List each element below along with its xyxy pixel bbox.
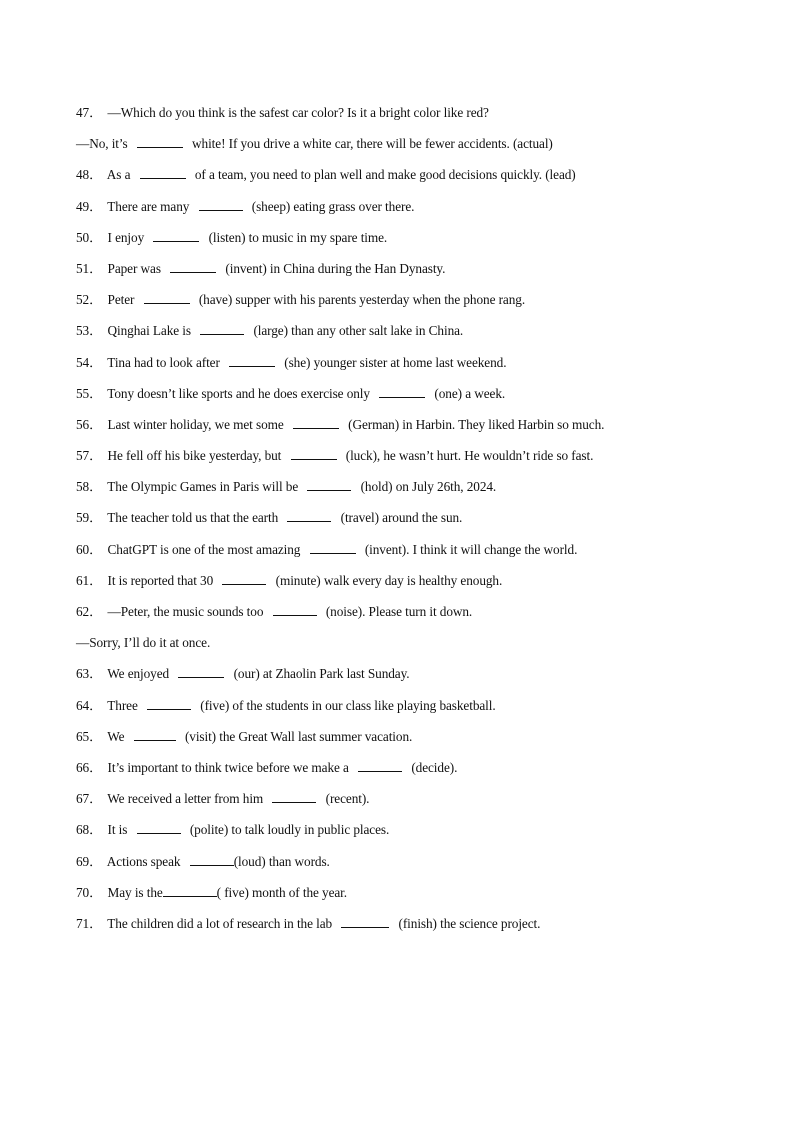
answer-blank[interactable]: [134, 728, 176, 741]
answer-blank[interactable]: [190, 853, 234, 866]
question-number: 63．: [76, 666, 103, 682]
answer-blank[interactable]: [178, 665, 224, 678]
answer-blank[interactable]: [153, 229, 199, 242]
question-text: (our) at Zhaolin Park last Sunday.: [233, 666, 410, 682]
question-number: 65．: [76, 728, 103, 744]
question-number: 53．: [76, 323, 103, 339]
question-text: (polite) to talk loudly in public places.: [189, 822, 390, 838]
question-56: [76, 415, 716, 446]
question-text: (minute) walk every day is healthy enough.: [275, 572, 503, 588]
question-number: 55．: [76, 385, 103, 401]
answer-blank[interactable]: [140, 166, 186, 179]
question-text: The children did a lot of research in the lab: [107, 915, 333, 931]
question-47: [76, 103, 716, 134]
question-text: There are many: [107, 198, 190, 214]
question-text: (she) younger sister at home last weekend.: [284, 354, 507, 370]
question-47-answer-line: [76, 134, 716, 165]
question-number: 57．: [76, 448, 103, 464]
answer-blank[interactable]: [222, 572, 266, 585]
answer-blank[interactable]: [199, 198, 243, 211]
answer-blank[interactable]: [200, 322, 244, 335]
question-number: 71．: [76, 915, 103, 931]
question-number: 68．: [76, 822, 103, 838]
question-text: Three: [107, 697, 138, 713]
question-text: (invent) in China during the Han Dynasty.: [225, 260, 446, 276]
question-list: [76, 103, 716, 945]
question-64: [76, 696, 716, 727]
question-text: (invent). I think it will change the world.: [364, 541, 578, 557]
question-number: 62．: [76, 604, 103, 619]
question-text: Tina had to look after: [107, 354, 220, 370]
question-62-reply-line: [76, 633, 716, 664]
question-50: [76, 228, 716, 259]
question-text: (hold) on July 26th, 2024.: [360, 479, 497, 495]
question-number: 51．: [76, 260, 103, 276]
question-number: 61．: [76, 572, 103, 588]
question-text: I enjoy: [107, 229, 145, 245]
answer-blank[interactable]: [137, 135, 183, 148]
question-text: of a team, you need to plan well and make good decisions quickly. (lead): [194, 167, 576, 183]
question-text: (finish) the science project.: [398, 915, 541, 931]
question-text: The Olympic Games in Paris will be: [107, 479, 299, 495]
question-62: [76, 602, 716, 633]
question-text: (sheep) eating grass over there.: [251, 198, 415, 214]
question-52: [76, 290, 716, 321]
question-54: [76, 353, 716, 384]
question-text: Peter: [107, 292, 135, 308]
question-70: [76, 883, 716, 914]
question-text: —Sorry, I’ll do it at once.: [76, 635, 211, 651]
question-number: 70．: [76, 884, 103, 900]
question-text: It is reported that 30: [107, 572, 214, 588]
question-number: 52．: [76, 292, 103, 308]
question-number: 50．: [76, 229, 103, 245]
question-number: 59．: [76, 510, 103, 526]
question-text: Paper was: [107, 260, 161, 276]
question-text: We enjoyed: [107, 666, 170, 682]
question-60: [76, 540, 716, 571]
question-63: [76, 664, 716, 695]
answer-blank[interactable]: [358, 759, 402, 772]
question-text: (five) of the students in our class like playing basketball.: [200, 697, 496, 713]
question-number: 54．: [76, 354, 103, 370]
question-text: (loud) than words.: [233, 853, 330, 869]
question-text: Actions speak: [106, 853, 181, 869]
answer-blank[interactable]: [310, 541, 356, 554]
question-48: [76, 165, 716, 196]
question-text: —Which do you think is the safest car color? Is it a bright color like red?: [107, 105, 489, 120]
question-53: [76, 321, 716, 352]
question-text: ( five) month of the year.: [216, 884, 347, 900]
question-58: [76, 477, 716, 508]
question-49: [76, 197, 716, 228]
question-57: [76, 446, 716, 477]
question-text: (one) a week.: [434, 385, 506, 401]
answer-blank[interactable]: [379, 385, 425, 398]
question-text: It is: [107, 822, 128, 838]
answer-blank[interactable]: [293, 416, 339, 429]
question-text: —Peter, the music sounds too: [107, 604, 264, 619]
question-text: —No, it’s: [76, 136, 128, 152]
question-text: ChatGPT is one of the most amazing: [107, 541, 301, 557]
question-number: 67．: [76, 791, 103, 807]
answer-blank[interactable]: [272, 790, 316, 803]
question-text: (visit) the Great Wall last summer vacation.: [184, 728, 413, 744]
question-text: (decide).: [411, 759, 458, 775]
answer-blank[interactable]: [307, 478, 351, 491]
question-number: 60．: [76, 541, 103, 557]
question-text: Qinghai Lake is: [107, 323, 191, 339]
answer-blank[interactable]: [163, 884, 217, 897]
question-66: [76, 758, 716, 789]
question-text: (German) in Harbin. They liked Harbin so much.: [348, 416, 605, 432]
question-text: It’s important to think twice before we make a: [107, 759, 349, 775]
question-number: 56．: [76, 416, 103, 432]
question-55: [76, 384, 716, 415]
question-text: (travel) around the sun.: [340, 510, 463, 526]
answer-blank[interactable]: [291, 447, 337, 460]
question-text: white! If you drive a white car, there will be fewer accidents. (actual): [192, 136, 553, 152]
question-text: We: [107, 728, 125, 744]
answer-blank[interactable]: [273, 603, 317, 616]
answer-blank[interactable]: [287, 509, 331, 522]
question-number: 58．: [76, 479, 103, 495]
question-text: He fell off his bike yesterday, but: [107, 448, 282, 464]
question-text: Tony doesn’t like sports and he does exercise only: [107, 385, 370, 401]
question-51: [76, 259, 716, 290]
question-number: 66．: [76, 759, 103, 775]
question-text: (listen) to music in my spare time.: [208, 229, 388, 245]
question-text: (noise). Please turn it down.: [325, 604, 473, 619]
question-text: (recent).: [325, 791, 370, 807]
question-67: [76, 789, 716, 820]
question-text: We received a letter from him: [107, 791, 264, 807]
question-text: (large) than any other salt lake in China.: [253, 323, 464, 339]
question-number: 64．: [76, 697, 103, 713]
question-text: Last winter holiday, we met some: [107, 416, 284, 432]
question-text: As a: [106, 167, 131, 183]
answer-blank[interactable]: [144, 291, 190, 304]
question-text: The teacher told us that the earth: [107, 510, 279, 526]
question-text: May is the: [107, 884, 163, 900]
answer-blank[interactable]: [229, 354, 275, 367]
answer-blank[interactable]: [137, 821, 181, 834]
answer-blank[interactable]: [341, 915, 389, 928]
question-text: (luck), he wasn’t hurt. He wouldn’t ride so fast.: [345, 448, 594, 464]
question-69: [76, 852, 716, 883]
question-number: 69．: [76, 853, 103, 869]
question-71: [76, 914, 716, 945]
answer-blank[interactable]: [170, 260, 216, 273]
question-61: [76, 571, 716, 602]
answer-blank[interactable]: [147, 697, 191, 710]
question-68: [76, 820, 716, 851]
question-number: 49．: [76, 198, 103, 214]
question-65: [76, 727, 716, 758]
question-number: 47．: [76, 105, 103, 120]
question-text: (have) supper with his parents yesterday when the phone rang.: [198, 292, 526, 308]
question-59: [76, 508, 716, 539]
question-number: 48．: [76, 167, 103, 183]
